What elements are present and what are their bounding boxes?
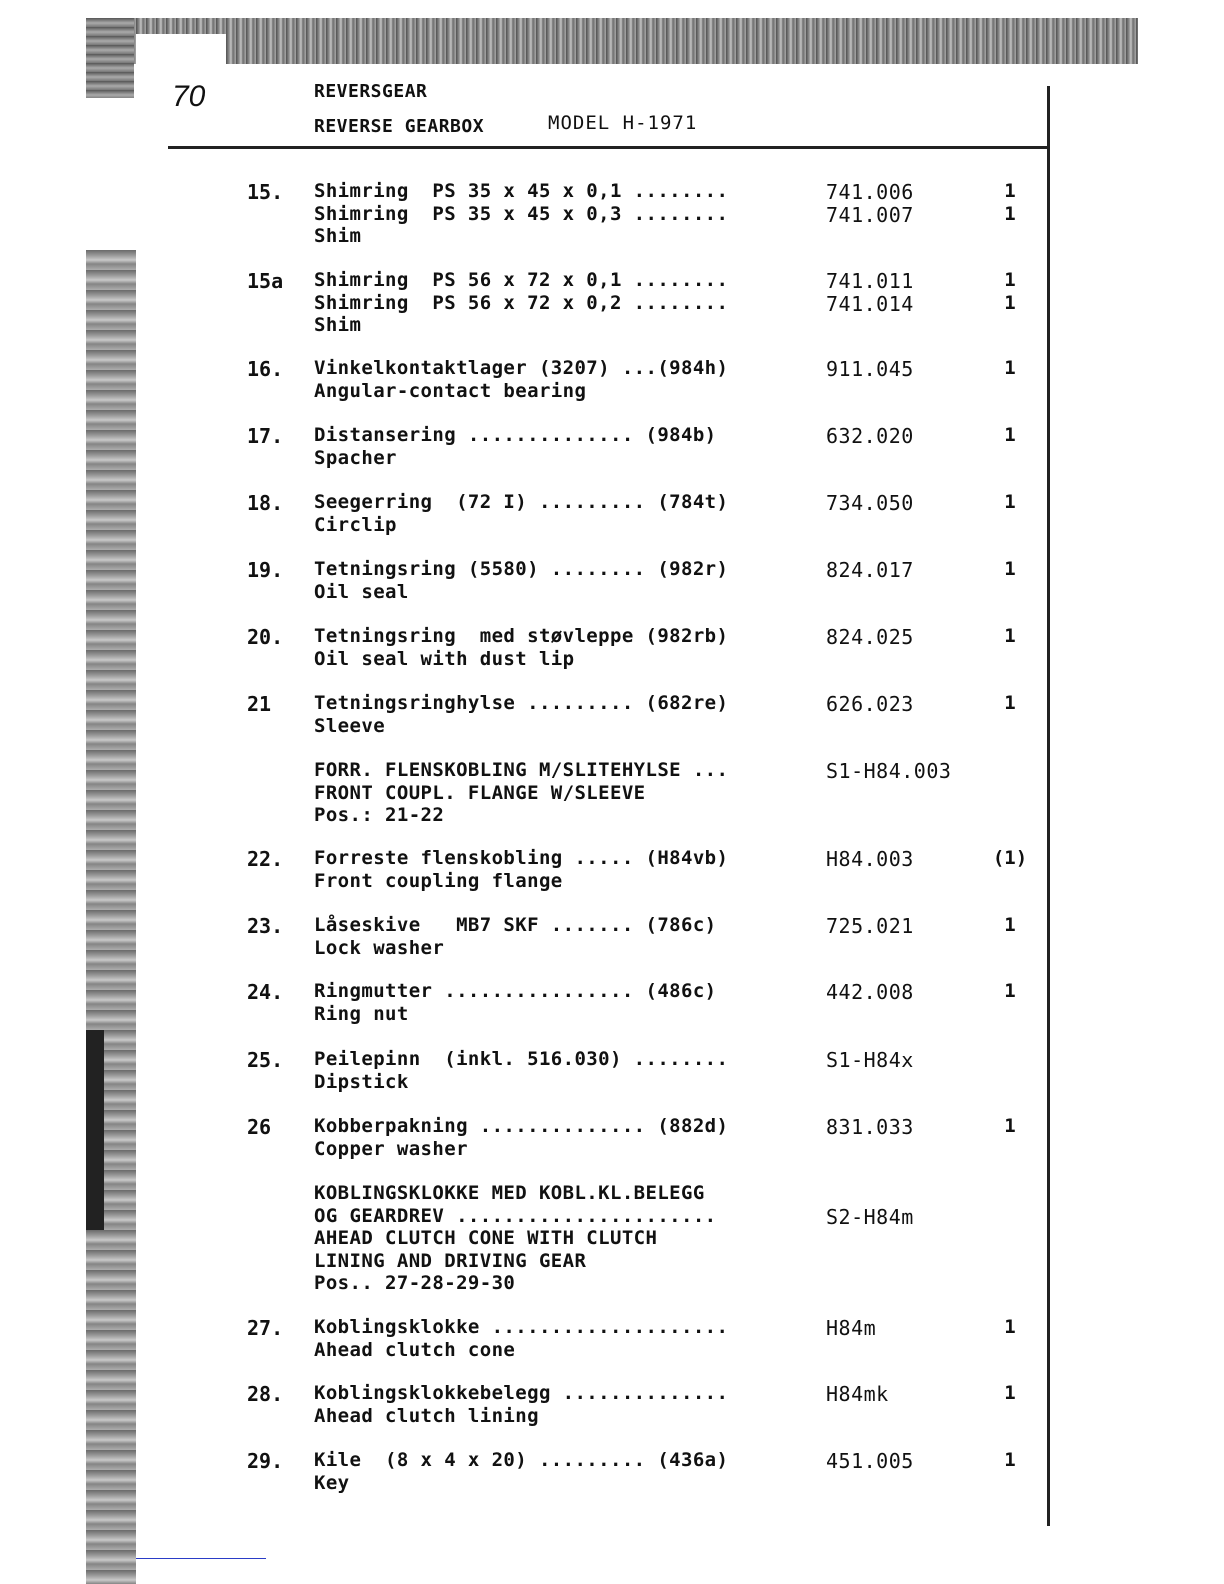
part-description: Forreste flenskobling ..... (H84vb): [314, 847, 729, 869]
part-description: Tetningsring med støvleppe (982rb): [314, 625, 729, 647]
part-description: Kile (8 x 4 x 20) ......... (436a): [314, 1449, 729, 1471]
scan-gap: [136, 34, 226, 66]
part-number: 626.023: [826, 692, 914, 716]
part-description: Låseskive MB7 SKF ....... (786c): [314, 914, 717, 936]
part-number: 824.025: [826, 625, 914, 649]
part-description-line: Ahead clutch lining: [314, 1404, 539, 1427]
scan-noise-corner: [86, 18, 134, 98]
quantity: (1): [992, 847, 1028, 869]
quantity: 1: [1004, 424, 1016, 446]
quantity: 1: [1004, 1382, 1016, 1404]
part-description: Peilepinn (inkl. 516.030) ........: [314, 1048, 729, 1070]
part-description-line: Circlip: [314, 513, 397, 536]
part-number: 442.008: [826, 980, 914, 1004]
part-description-line: Shimring PS 56 x 72 x 0,2 ........: [314, 291, 729, 314]
position-number: 24.: [247, 980, 284, 1004]
quantity: 1: [1004, 291, 1016, 314]
part-number: S2-H84m: [826, 1204, 914, 1229]
part-description-line: Sleeve: [314, 714, 386, 737]
position-number: 15.: [247, 180, 284, 204]
part-description-line: Shimring PS 35 x 45 x 0,3 ........: [314, 202, 729, 225]
part-description-line: Oil seal: [314, 580, 409, 603]
scan-shadow-left: [86, 1030, 104, 1230]
part-description: Ringmutter ................ (486c): [314, 980, 717, 1002]
part-number: 451.005: [826, 1449, 914, 1473]
quantity: 1: [1004, 202, 1016, 225]
part-number: 824.017: [826, 558, 914, 582]
part-description: Kobberpakning .............. (882d): [314, 1115, 729, 1137]
position-number: 23.: [247, 914, 284, 938]
position-number: 26: [247, 1115, 272, 1139]
position-number: 19.: [247, 558, 284, 582]
quantity: 1: [1004, 914, 1016, 936]
quantity: 1: [1004, 491, 1016, 513]
part-description-line: Pos.: 21-22: [314, 804, 445, 826]
quantity: 1: [1004, 980, 1016, 1002]
part-number: 725.021: [826, 914, 914, 938]
header-rule: [168, 146, 1050, 149]
part-number: H84.003: [826, 847, 914, 871]
part-number: 911.045: [826, 357, 914, 381]
part-number: 734.050: [826, 491, 914, 515]
bottom-mark: [136, 1558, 266, 1559]
part-number: S1-H84.003: [826, 759, 952, 783]
part-description-line: Lock washer: [314, 936, 445, 959]
part-number: 741.014: [826, 291, 914, 316]
quantity: 1: [1004, 180, 1016, 202]
position-number: 16.: [247, 357, 284, 381]
part-description-line: Shim: [314, 314, 362, 336]
scan-noise-left: [86, 250, 136, 1584]
part-description: Shimring PS 35 x 45 x 0,1 ........: [314, 180, 729, 202]
part-description-line: FRONT COUPL. FLANGE W/SLEEVE: [314, 781, 646, 804]
part-description-line: Oil seal with dust lip: [314, 647, 575, 670]
part-description-line: Copper washer: [314, 1137, 468, 1160]
quantity: 1: [1004, 269, 1016, 291]
position-number: 27.: [247, 1316, 284, 1340]
part-description-line: Spacher: [314, 446, 397, 469]
model-label: MODEL H-1971: [548, 112, 698, 134]
part-description: FORR. FLENSKOBLING M/SLITEHYLSE ...: [314, 759, 729, 781]
part-description-line: Angular-contact bearing: [314, 379, 587, 402]
part-description: Shimring PS 56 x 72 x 0,1 ........: [314, 269, 729, 291]
part-number: H84m: [826, 1316, 877, 1340]
quantity: 1: [1004, 692, 1016, 714]
part-description-line: Front coupling flange: [314, 869, 563, 892]
part-description-line: LINING AND DRIVING GEAR: [314, 1249, 587, 1272]
part-number: 741.006: [826, 180, 914, 204]
position-number: 29.: [247, 1449, 284, 1473]
position-number: 18.: [247, 491, 284, 515]
right-margin-rule: [1047, 86, 1050, 1526]
page-title-no: REVERSGEAR: [314, 81, 428, 102]
part-number: 831.033: [826, 1115, 914, 1139]
part-number: 741.007: [826, 202, 914, 227]
page-number: 70: [172, 80, 206, 113]
part-description-line: AHEAD CLUTCH CONE WITH CLUTCH: [314, 1227, 658, 1249]
part-number: 632.020: [826, 424, 914, 448]
page-title-en: REVERSE GEARBOX: [314, 116, 485, 137]
position-number: 15a: [247, 269, 284, 293]
part-description-line: Pos.. 27-28-29-30: [314, 1272, 516, 1294]
position-number: 28.: [247, 1382, 284, 1406]
part-description: Koblingsklokkebelegg ..............: [314, 1382, 729, 1404]
part-description: Tetningsring (5580) ........ (982r): [314, 558, 729, 580]
quantity: 1: [1004, 558, 1016, 580]
quantity: 1: [1004, 1115, 1016, 1137]
position-number: 20.: [247, 625, 284, 649]
part-description: Distansering .............. (984b): [314, 424, 717, 446]
part-description: Tetningsringhylse ......... (682re): [314, 692, 729, 714]
part-description-line: OG GEARDREV ......................: [314, 1204, 717, 1227]
part-number: 741.011: [826, 269, 914, 293]
part-description-line: Shim: [314, 225, 362, 247]
part-description-line: Dipstick: [314, 1070, 409, 1093]
part-description-line: Ahead clutch cone: [314, 1338, 516, 1361]
part-description: Koblingsklokke ....................: [314, 1316, 729, 1338]
position-number: 21: [247, 692, 272, 716]
part-description: Seegerring (72 I) ......... (784t): [314, 491, 729, 513]
position-number: 22.: [247, 847, 284, 871]
quantity: 1: [1004, 625, 1016, 647]
part-description: Vinkelkontaktlager (3207) ...(984h): [314, 357, 729, 379]
quantity: 1: [1004, 1316, 1016, 1338]
part-description: KOBLINGSKLOKKE MED KOBL.KL.BELEGG: [314, 1182, 705, 1204]
part-description-line: Key: [314, 1471, 350, 1494]
quantity: 1: [1004, 1449, 1016, 1471]
scan-noise-top: [86, 18, 1138, 64]
part-description-line: Ring nut: [314, 1002, 409, 1025]
part-number: H84mk: [826, 1382, 889, 1406]
position-number: 17.: [247, 424, 284, 448]
position-number: 25.: [247, 1048, 284, 1072]
part-number: S1-H84x: [826, 1048, 914, 1072]
quantity: 1: [1004, 357, 1016, 379]
